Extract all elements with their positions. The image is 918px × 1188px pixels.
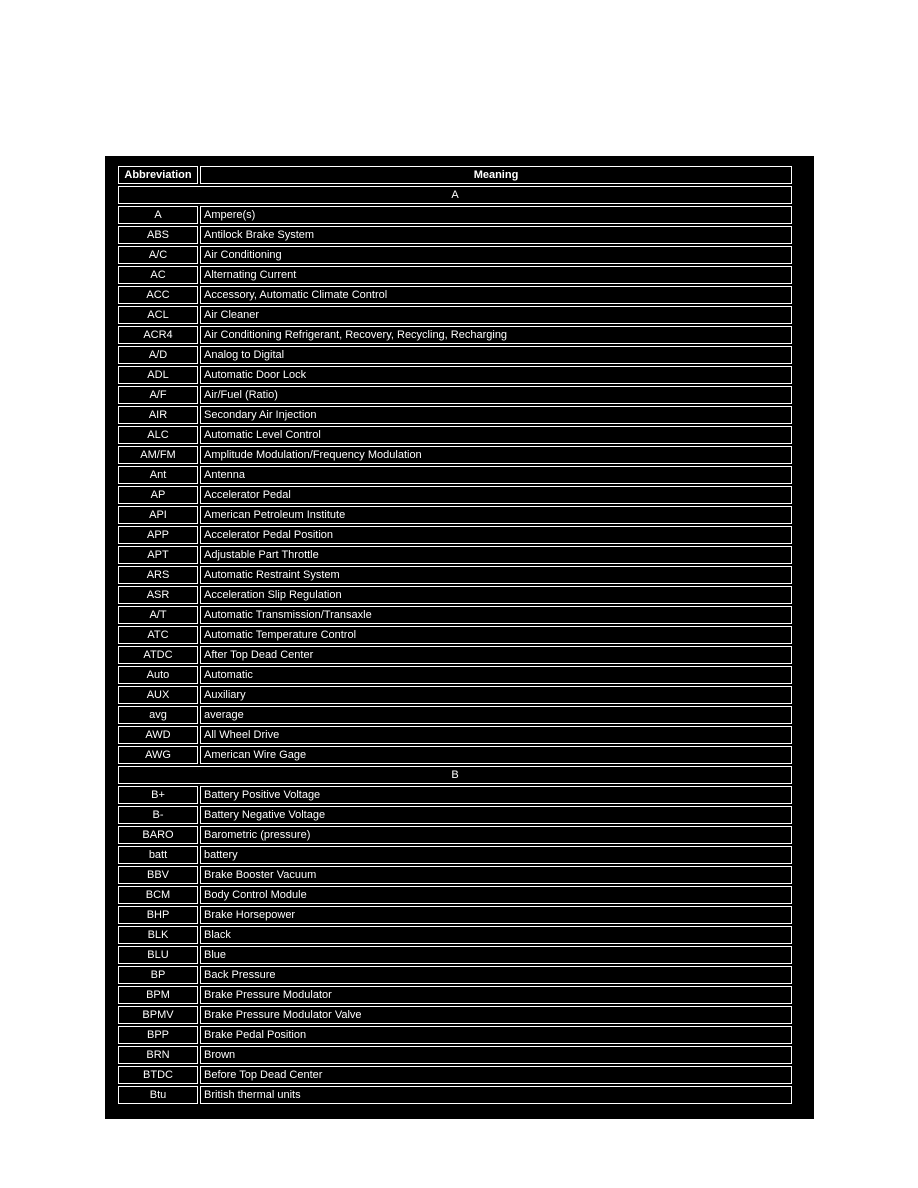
meaning-cell: Before Top Dead Center xyxy=(200,1066,792,1084)
meaning-cell: Black xyxy=(200,926,792,944)
meaning-cell: battery xyxy=(200,846,792,864)
table-row xyxy=(118,726,792,744)
abbreviation-cell: BBV xyxy=(118,866,198,884)
table-row xyxy=(118,246,792,264)
abbreviation-cell: A/T xyxy=(118,606,198,624)
table-row xyxy=(118,826,792,844)
meaning-cell: Battery Negative Voltage xyxy=(200,806,792,824)
abbreviation-cell: A/D xyxy=(118,346,198,364)
table-row xyxy=(118,386,792,404)
abbreviations-table xyxy=(116,164,794,1106)
table-row xyxy=(118,626,792,644)
meaning-cell: Body Control Module xyxy=(200,886,792,904)
abbreviation-cell: BLU xyxy=(118,946,198,964)
abbreviation-cell: AP xyxy=(118,486,198,504)
abbreviation-cell: B- xyxy=(118,806,198,824)
meaning-cell: Automatic Restraint System xyxy=(200,566,792,584)
meaning-cell: Brake Pressure Modulator Valve xyxy=(200,1006,792,1024)
meaning-cell: Auxiliary xyxy=(200,686,792,704)
table-row xyxy=(118,206,792,224)
abbreviation-cell: batt xyxy=(118,846,198,864)
abbreviation-cell: BARO xyxy=(118,826,198,844)
meaning-cell: After Top Dead Center xyxy=(200,646,792,664)
meaning-cell: Automatic Door Lock xyxy=(200,366,792,384)
abbreviation-cell: ABS xyxy=(118,226,198,244)
abbreviation-cell: ARS xyxy=(118,566,198,584)
abbreviation-cell: ALC xyxy=(118,426,198,444)
table-row xyxy=(118,1066,792,1084)
meaning-cell: Acceleration Slip Regulation xyxy=(200,586,792,604)
meaning-cell: Automatic Transmission/Transaxle xyxy=(200,606,792,624)
table-row xyxy=(118,506,792,524)
meaning-cell: Brake Horsepower xyxy=(200,906,792,924)
meaning-cell: Adjustable Part Throttle xyxy=(200,546,792,564)
meaning-cell: Brake Pressure Modulator xyxy=(200,986,792,1004)
table-row xyxy=(118,786,792,804)
table-row xyxy=(118,906,792,924)
meaning-cell: Battery Positive Voltage xyxy=(200,786,792,804)
meaning-cell: Air Conditioning Refrigerant, Recovery, Recycling, Recharging xyxy=(200,326,792,344)
meaning-cell: Analog to Digital xyxy=(200,346,792,364)
abbreviations-panel xyxy=(105,156,814,1119)
abbreviation-cell: AIR xyxy=(118,406,198,424)
meaning-cell: Accelerator Pedal Position xyxy=(200,526,792,544)
meaning-cell: Back Pressure xyxy=(200,966,792,984)
table-row xyxy=(118,866,792,884)
meaning-cell: Air/Fuel (Ratio) xyxy=(200,386,792,404)
abbreviation-cell: BHP xyxy=(118,906,198,924)
abbreviation-cell: AM/FM xyxy=(118,446,198,464)
table-row xyxy=(118,746,792,764)
abbreviation-cell: API xyxy=(118,506,198,524)
table-row xyxy=(118,646,792,664)
abbreviation-cell: AUX xyxy=(118,686,198,704)
table-row xyxy=(118,806,792,824)
table-row xyxy=(118,226,792,244)
abbreviation-cell: ACR4 xyxy=(118,326,198,344)
meaning-cell: Accelerator Pedal xyxy=(200,486,792,504)
table-row xyxy=(118,1046,792,1064)
table-row xyxy=(118,486,792,504)
table-row xyxy=(118,986,792,1004)
table-row xyxy=(118,966,792,984)
column-header-abbreviation: Abbreviation xyxy=(118,166,198,184)
abbreviation-cell: BPM xyxy=(118,986,198,1004)
abbreviation-cell: A/F xyxy=(118,386,198,404)
abbreviation-cell: BLK xyxy=(118,926,198,944)
table-row xyxy=(118,306,792,324)
table-row xyxy=(118,286,792,304)
abbreviation-cell: Ant xyxy=(118,466,198,484)
section-letter: B xyxy=(118,766,792,784)
meaning-cell: Alternating Current xyxy=(200,266,792,284)
section-letter: A xyxy=(118,186,792,204)
table-row xyxy=(118,326,792,344)
abbreviation-cell: BRN xyxy=(118,1046,198,1064)
table-row xyxy=(118,586,792,604)
abbreviation-cell: B+ xyxy=(118,786,198,804)
table-row xyxy=(118,926,792,944)
section-row xyxy=(118,766,792,784)
abbreviation-cell: avg xyxy=(118,706,198,724)
header-row xyxy=(118,166,792,184)
column-header-meaning: Meaning xyxy=(200,166,792,184)
meaning-cell: All Wheel Drive xyxy=(200,726,792,744)
meaning-cell: Antilock Brake System xyxy=(200,226,792,244)
abbreviation-cell: AC xyxy=(118,266,198,284)
meaning-cell: Antenna xyxy=(200,466,792,484)
meaning-cell: average xyxy=(200,706,792,724)
meaning-cell: Blue xyxy=(200,946,792,964)
meaning-cell: Brake Pedal Position xyxy=(200,1026,792,1044)
abbreviation-cell: APP xyxy=(118,526,198,544)
abbreviation-cell: ASR xyxy=(118,586,198,604)
abbreviation-cell: A/C xyxy=(118,246,198,264)
abbreviation-cell: APT xyxy=(118,546,198,564)
abbreviation-cell: BCM xyxy=(118,886,198,904)
meaning-cell: Automatic Level Control xyxy=(200,426,792,444)
table-row xyxy=(118,886,792,904)
table-row xyxy=(118,426,792,444)
table-row xyxy=(118,346,792,364)
table-row xyxy=(118,1086,792,1104)
abbreviation-cell: Btu xyxy=(118,1086,198,1104)
abbreviation-cell: ATC xyxy=(118,626,198,644)
abbreviation-cell: BPMV xyxy=(118,1006,198,1024)
table-row xyxy=(118,1026,792,1044)
table-row xyxy=(118,946,792,964)
meaning-cell: Barometric (pressure) xyxy=(200,826,792,844)
abbreviation-cell: BP xyxy=(118,966,198,984)
table-row xyxy=(118,366,792,384)
meaning-cell: Ampere(s) xyxy=(200,206,792,224)
meaning-cell: Accessory, Automatic Climate Control xyxy=(200,286,792,304)
abbreviation-cell: AWG xyxy=(118,746,198,764)
table-row xyxy=(118,406,792,424)
table-row xyxy=(118,1006,792,1024)
table-row xyxy=(118,266,792,284)
meaning-cell: Brake Booster Vacuum xyxy=(200,866,792,884)
abbreviation-cell: BTDC xyxy=(118,1066,198,1084)
abbreviation-cell: AWD xyxy=(118,726,198,744)
meaning-cell: Automatic xyxy=(200,666,792,684)
table-row xyxy=(118,706,792,724)
table-row xyxy=(118,446,792,464)
meaning-cell: Air Cleaner xyxy=(200,306,792,324)
table-row xyxy=(118,686,792,704)
meaning-cell: Air Conditioning xyxy=(200,246,792,264)
meaning-cell: British thermal units xyxy=(200,1086,792,1104)
meaning-cell: Brown xyxy=(200,1046,792,1064)
meaning-cell: Automatic Temperature Control xyxy=(200,626,792,644)
abbreviation-cell: A xyxy=(118,206,198,224)
meaning-cell: Secondary Air Injection xyxy=(200,406,792,424)
meaning-cell: Amplitude Modulation/Frequency Modulation xyxy=(200,446,792,464)
table-row xyxy=(118,466,792,484)
abbreviation-cell: ACC xyxy=(118,286,198,304)
table-row xyxy=(118,526,792,544)
meaning-cell: American Wire Gage xyxy=(200,746,792,764)
meaning-cell: American Petroleum Institute xyxy=(200,506,792,524)
abbreviation-cell: BPP xyxy=(118,1026,198,1044)
table-row xyxy=(118,666,792,684)
table-row xyxy=(118,606,792,624)
abbreviation-cell: ATDC xyxy=(118,646,198,664)
abbreviation-cell: Auto xyxy=(118,666,198,684)
abbreviation-cell: ACL xyxy=(118,306,198,324)
abbreviation-cell: ADL xyxy=(118,366,198,384)
section-row xyxy=(118,186,792,204)
table-row xyxy=(118,546,792,564)
table-row xyxy=(118,846,792,864)
table-row xyxy=(118,566,792,584)
